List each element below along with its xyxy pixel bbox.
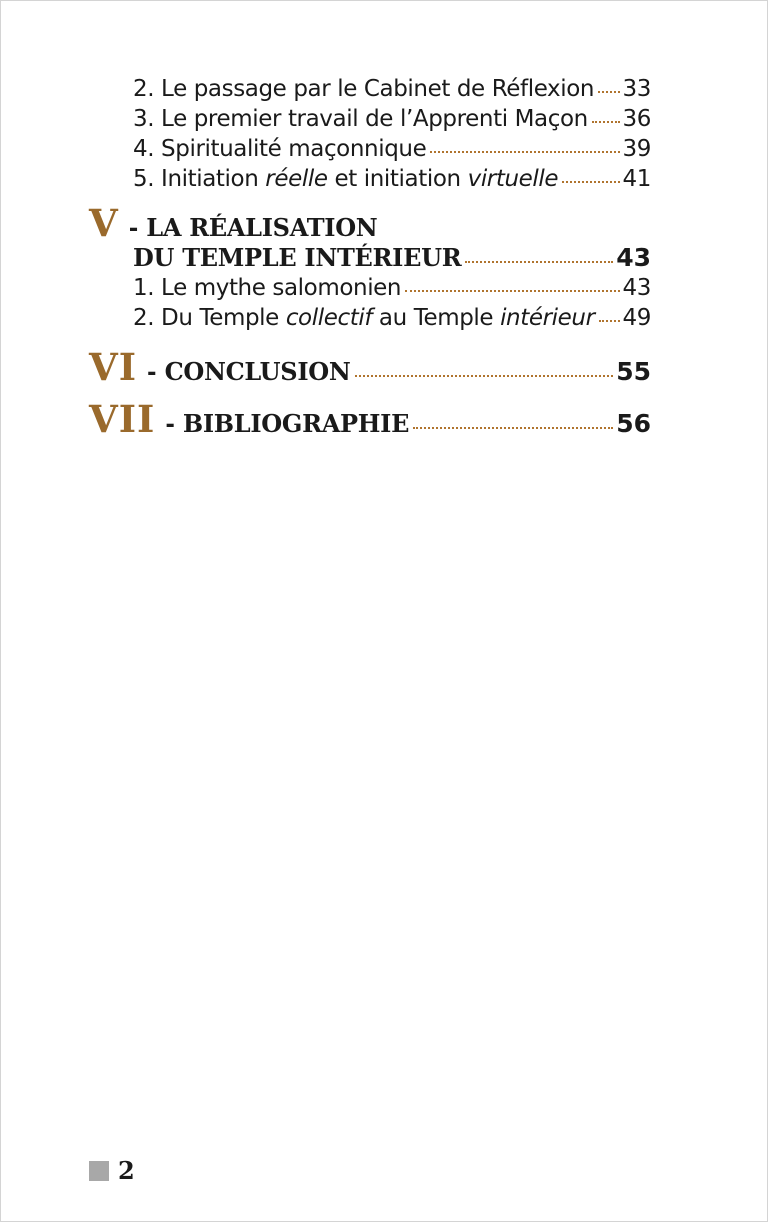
section-numeral: VII	[89, 397, 156, 441]
toc-entry-temple-collectif[interactable]	[89, 303, 651, 333]
toc-entry-label: 1. Le mythe salomonien	[133, 275, 402, 301]
toc-entry-label	[133, 164, 558, 194]
section-page: 55	[616, 357, 651, 386]
toc-entry-initiation[interactable]	[89, 164, 651, 194]
dot-leader	[598, 91, 619, 93]
dot-leader	[355, 375, 614, 377]
section-page: 56	[616, 409, 651, 438]
section-title: LA RÉALISATION	[146, 213, 378, 242]
toc-entry-cabinet-reflexion[interactable]	[89, 74, 651, 104]
section-title-continued: DU TEMPLE INTÉRIEUR	[133, 243, 462, 272]
page-footer	[89, 1156, 135, 1185]
section-heading-line-1	[89, 201, 651, 245]
toc-entry-label	[133, 303, 595, 333]
section-title: BIBLIOGRAPHIE	[182, 409, 410, 438]
section-heading-line-2	[89, 243, 651, 273]
toc-entry-label: 2. Le passage par le Cabinet de Réflexion	[133, 76, 595, 102]
dot-leader	[599, 320, 620, 322]
label-part: 2. Du Temple	[133, 305, 286, 331]
toc-section-vi[interactable]	[89, 347, 651, 387]
section-numeral: VI	[89, 345, 138, 389]
toc-section-vii[interactable]	[89, 399, 651, 439]
footer-square-icon	[89, 1161, 109, 1181]
toc-entry-page: 33	[622, 76, 651, 102]
dot-leader	[413, 427, 613, 429]
toc-entry-spiritualite[interactable]	[89, 134, 651, 164]
label-emphasis: collectif	[285, 305, 373, 331]
dot-leader	[592, 121, 620, 123]
label-part: 5. Initiation	[133, 166, 266, 192]
toc-entry-page: 36	[622, 106, 651, 132]
label-part: au Temple	[372, 305, 501, 331]
label-emphasis: réelle	[265, 166, 328, 192]
toc-entry-premier-travail[interactable]	[89, 104, 651, 134]
section-separator: -	[165, 412, 175, 438]
section-heading	[89, 399, 651, 439]
label-part: et initiation	[327, 166, 468, 192]
toc-entry-mythe-salomonien[interactable]	[89, 273, 651, 303]
dot-leader	[430, 151, 619, 153]
toc-entry-page: 41	[622, 166, 651, 192]
label-emphasis: virtuelle	[467, 166, 559, 192]
dot-leader	[465, 261, 613, 263]
section-numeral: V	[89, 201, 119, 245]
section-title: CONCLUSION	[164, 357, 351, 386]
dot-leader	[562, 181, 619, 183]
toc-entry-page: 39	[622, 136, 651, 162]
toc-entry-label: 4. Spiritualité maçonnique	[133, 136, 427, 162]
section-separator: -	[147, 360, 157, 386]
toc-section-v[interactable]	[89, 201, 651, 333]
page-number: 2	[118, 1156, 135, 1185]
section-page: 43	[616, 243, 651, 272]
table-of-contents	[89, 74, 651, 439]
toc-entry-page: 49	[622, 305, 651, 331]
label-emphasis: intérieur	[500, 305, 595, 331]
toc-entry-label: 3. Le premier travail de l’Apprenti Maçon	[133, 106, 588, 132]
section-heading	[89, 347, 651, 387]
dot-leader	[405, 290, 619, 292]
section-separator: -	[128, 216, 139, 242]
toc-entry-page: 43	[622, 275, 651, 301]
